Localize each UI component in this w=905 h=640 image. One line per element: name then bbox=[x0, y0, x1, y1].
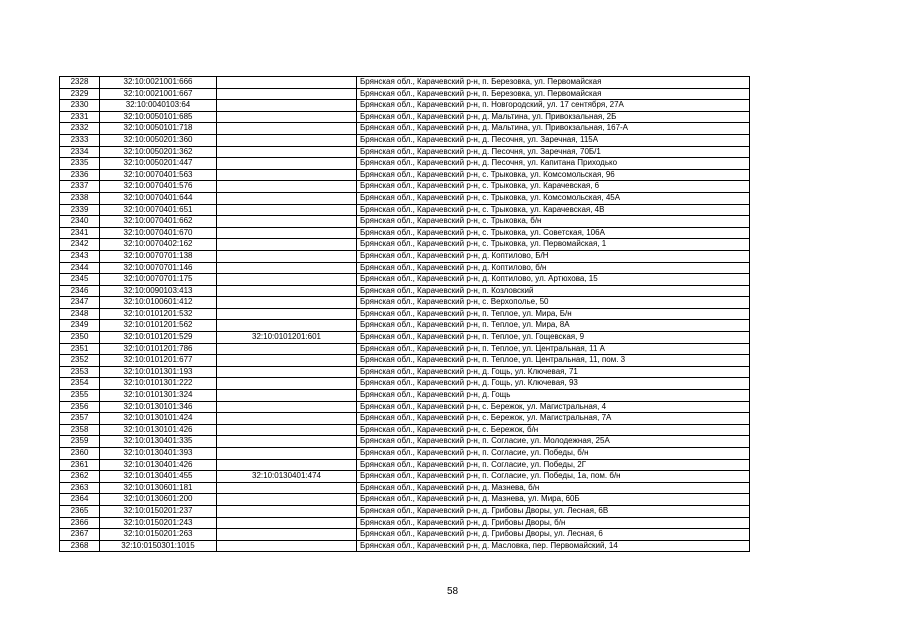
row-number-cell: 2361 bbox=[60, 459, 100, 471]
cadastral-number-cell: 32:10:0050201:360 bbox=[100, 134, 217, 146]
related-cadastral-number-cell bbox=[217, 378, 357, 390]
related-cadastral-number-cell bbox=[217, 204, 357, 216]
related-cadastral-number-cell bbox=[217, 343, 357, 355]
address-cell: Брянская обл., Карачевский р-н, с. Трыковка, ул. Комсомольская, 96 bbox=[357, 169, 750, 181]
related-cadastral-number-cell bbox=[217, 320, 357, 332]
related-cadastral-number-cell bbox=[217, 123, 357, 135]
address-cell: Брянская обл., Карачевский р-н, д. Мазнева, б/н bbox=[357, 482, 750, 494]
address-cell: Брянская обл., Карачевский р-н, с. Трыковка, ул. Карачевская, 4В bbox=[357, 204, 750, 216]
table-row bbox=[60, 366, 750, 378]
related-cadastral-number-cell: 32:10:0130401:474 bbox=[217, 471, 357, 483]
cadastral-number-cell: 32:10:0070701:138 bbox=[100, 250, 217, 262]
address-cell: Брянская обл., Карачевский р-н, д. Мальтина, ул. Привокзальная, 2Б bbox=[357, 111, 750, 123]
table-row bbox=[60, 123, 750, 135]
row-number-cell: 2344 bbox=[60, 262, 100, 274]
cadastral-number-cell: 32:10:0101201:532 bbox=[100, 308, 217, 320]
table-row bbox=[60, 378, 750, 390]
cadastral-number-cell: 32:10:0070401:651 bbox=[100, 204, 217, 216]
related-cadastral-number-cell bbox=[217, 77, 357, 89]
table-row bbox=[60, 239, 750, 251]
row-number-cell: 2340 bbox=[60, 216, 100, 228]
address-cell: Брянская обл., Карачевский р-н, п. Теплое, ул. Мира, 8А bbox=[357, 320, 750, 332]
row-number-cell: 2348 bbox=[60, 308, 100, 320]
cadastral-number-cell: 32:10:0101201:786 bbox=[100, 343, 217, 355]
related-cadastral-number-cell bbox=[217, 436, 357, 448]
table-row bbox=[60, 308, 750, 320]
related-cadastral-number-cell bbox=[217, 390, 357, 402]
row-number-cell: 2331 bbox=[60, 111, 100, 123]
row-number-cell: 2358 bbox=[60, 424, 100, 436]
related-cadastral-number-cell bbox=[217, 88, 357, 100]
cadastral-number-cell: 32:10:0050201:447 bbox=[100, 158, 217, 170]
related-cadastral-number-cell bbox=[217, 239, 357, 251]
address-cell: Брянская обл., Карачевский р-н, д. Коптилово, ул. Артюхова, 15 bbox=[357, 274, 750, 286]
address-cell: Брянская обл., Карачевский р-н, п. Теплое, ул. Центральная, 11 А bbox=[357, 343, 750, 355]
table-row bbox=[60, 285, 750, 297]
address-cell: Брянская обл., Карачевский р-н, с. Трыковка, б/н bbox=[357, 216, 750, 228]
row-number-cell: 2345 bbox=[60, 274, 100, 286]
row-number-cell: 2351 bbox=[60, 343, 100, 355]
cadastral-number-cell: 32:10:0070401:576 bbox=[100, 181, 217, 193]
table-row bbox=[60, 355, 750, 367]
cadastral-number-cell: 32:10:0070401:662 bbox=[100, 216, 217, 228]
address-cell: Брянская обл., Карачевский р-н, п. Теплое, ул. Центральная, 11, пом. 3 bbox=[357, 355, 750, 367]
address-cell: Брянская обл., Карачевский р-н, д. Грибовы Дворы, б/н bbox=[357, 517, 750, 529]
related-cadastral-number-cell bbox=[217, 169, 357, 181]
row-number-cell: 2342 bbox=[60, 239, 100, 251]
table-row bbox=[60, 134, 750, 146]
address-cell: Брянская обл., Карачевский р-н, д. Грибовы Дворы, ул. Лесная, 6 bbox=[357, 529, 750, 541]
table-row bbox=[60, 401, 750, 413]
cadastral-number-cell: 32:10:0130401:426 bbox=[100, 459, 217, 471]
table-row bbox=[60, 158, 750, 170]
table-row bbox=[60, 250, 750, 262]
related-cadastral-number-cell bbox=[217, 111, 357, 123]
register-table bbox=[59, 76, 750, 552]
cadastral-number-cell: 32:10:0070701:146 bbox=[100, 262, 217, 274]
table-row bbox=[60, 471, 750, 483]
related-cadastral-number-cell bbox=[217, 274, 357, 286]
cadastral-number-cell: 32:10:0130101:346 bbox=[100, 401, 217, 413]
row-number-cell: 2353 bbox=[60, 366, 100, 378]
address-cell: Брянская обл., Карачевский р-н, д. Коптилово, б/н bbox=[357, 262, 750, 274]
cadastral-number-cell: 32:10:0040103:64 bbox=[100, 100, 217, 112]
cadastral-number-cell: 32:10:0101201:677 bbox=[100, 355, 217, 367]
table-row bbox=[60, 100, 750, 112]
row-number-cell: 2366 bbox=[60, 517, 100, 529]
table-row bbox=[60, 494, 750, 506]
cadastral-number-cell: 32:10:0130401:455 bbox=[100, 471, 217, 483]
table-row bbox=[60, 436, 750, 448]
address-cell: Брянская обл., Карачевский р-н, с. Трыковка, ул. Комсомольская, 45А bbox=[357, 192, 750, 204]
register-table-body bbox=[60, 77, 750, 552]
row-number-cell: 2355 bbox=[60, 390, 100, 402]
related-cadastral-number-cell bbox=[217, 505, 357, 517]
table-row bbox=[60, 459, 750, 471]
address-cell: Брянская обл., Карачевский р-н, п. Согласие, ул. Победы, 2Г bbox=[357, 459, 750, 471]
table-row bbox=[60, 216, 750, 228]
cadastral-number-cell: 32:10:0090103:413 bbox=[100, 285, 217, 297]
table-row bbox=[60, 482, 750, 494]
cadastral-number-cell: 32:10:0130601:181 bbox=[100, 482, 217, 494]
row-number-cell: 2347 bbox=[60, 297, 100, 309]
row-number-cell: 2364 bbox=[60, 494, 100, 506]
cadastral-number-cell: 32:10:0070701:175 bbox=[100, 274, 217, 286]
row-number-cell: 2338 bbox=[60, 192, 100, 204]
address-cell: Брянская обл., Карачевский р-н, п. Теплое, ул. Гощевская, 9 bbox=[357, 332, 750, 344]
table-row bbox=[60, 77, 750, 89]
cadastral-number-cell: 32:10:0050201:362 bbox=[100, 146, 217, 158]
table-row bbox=[60, 204, 750, 216]
row-number-cell: 2333 bbox=[60, 134, 100, 146]
table-row bbox=[60, 111, 750, 123]
address-cell: Брянская обл., Карачевский р-н, с. Бережок, ул. Магистральная, 7А bbox=[357, 413, 750, 425]
cadastral-number-cell: 32:10:0130101:424 bbox=[100, 413, 217, 425]
address-cell: Брянская обл., Карачевский р-н, п. Согласие, ул. Победы, б/н bbox=[357, 448, 750, 460]
related-cadastral-number-cell bbox=[217, 482, 357, 494]
related-cadastral-number-cell bbox=[217, 413, 357, 425]
related-cadastral-number-cell bbox=[217, 424, 357, 436]
cadastral-number-cell: 32:10:0070401:644 bbox=[100, 192, 217, 204]
table-row bbox=[60, 343, 750, 355]
cadastral-number-cell: 32:10:0050101:685 bbox=[100, 111, 217, 123]
row-number-cell: 2328 bbox=[60, 77, 100, 89]
row-number-cell: 2360 bbox=[60, 448, 100, 460]
table-row bbox=[60, 332, 750, 344]
table-row bbox=[60, 448, 750, 460]
row-number-cell: 2362 bbox=[60, 471, 100, 483]
related-cadastral-number-cell bbox=[217, 448, 357, 460]
row-number-cell: 2332 bbox=[60, 123, 100, 135]
address-cell: Брянская обл., Карачевский р-н, д. Песочня, ул. Капитана Приходько bbox=[357, 158, 750, 170]
table-row bbox=[60, 413, 750, 425]
address-cell: Брянская обл., Карачевский р-н, с. Бережок, ул. Магистральная, 4 bbox=[357, 401, 750, 413]
related-cadastral-number-cell bbox=[217, 355, 357, 367]
row-number-cell: 2363 bbox=[60, 482, 100, 494]
address-cell: Брянская обл., Карачевский р-н, д. Мальтина, ул. Привокзальная, 167-А bbox=[357, 123, 750, 135]
related-cadastral-number-cell bbox=[217, 366, 357, 378]
address-cell: Брянская обл., Карачевский р-н, д. Масловка, пер. Первомайский, 14 bbox=[357, 540, 750, 552]
related-cadastral-number-cell bbox=[217, 134, 357, 146]
related-cadastral-number-cell bbox=[217, 216, 357, 228]
related-cadastral-number-cell bbox=[217, 517, 357, 529]
cadastral-number-cell: 32:10:0150201:243 bbox=[100, 517, 217, 529]
address-cell: Брянская обл., Карачевский р-н, с. Трыковка, ул. Советская, 106А bbox=[357, 227, 750, 239]
related-cadastral-number-cell bbox=[217, 459, 357, 471]
address-cell: Брянская обл., Карачевский р-н, д. Гощь, ул. Ключевая, 71 bbox=[357, 366, 750, 378]
row-number-cell: 2350 bbox=[60, 332, 100, 344]
related-cadastral-number-cell bbox=[217, 308, 357, 320]
row-number-cell: 2335 bbox=[60, 158, 100, 170]
row-number-cell: 2357 bbox=[60, 413, 100, 425]
row-number-cell: 2365 bbox=[60, 505, 100, 517]
address-cell: Брянская обл., Карачевский р-н, п. Березовка, ул. Первомайская bbox=[357, 77, 750, 89]
cadastral-number-cell: 32:10:0150201:237 bbox=[100, 505, 217, 517]
cadastral-number-cell: 32:10:0150201:263 bbox=[100, 529, 217, 541]
cadastral-number-cell: 32:10:0130601:200 bbox=[100, 494, 217, 506]
related-cadastral-number-cell bbox=[217, 158, 357, 170]
related-cadastral-number-cell bbox=[217, 100, 357, 112]
row-number-cell: 2349 bbox=[60, 320, 100, 332]
address-cell: Брянская обл., Карачевский р-н, п. Согласие, ул. Победы, 1а, пом. б/н bbox=[357, 471, 750, 483]
related-cadastral-number-cell bbox=[217, 540, 357, 552]
table-row bbox=[60, 320, 750, 332]
table-row bbox=[60, 297, 750, 309]
row-number-cell: 2352 bbox=[60, 355, 100, 367]
row-number-cell: 2339 bbox=[60, 204, 100, 216]
related-cadastral-number-cell bbox=[217, 529, 357, 541]
row-number-cell: 2359 bbox=[60, 436, 100, 448]
cadastral-number-cell: 32:10:0130401:393 bbox=[100, 448, 217, 460]
table-row bbox=[60, 146, 750, 158]
address-cell: Брянская обл., Карачевский р-н, д. Мазнева, ул. Мира, 60Б bbox=[357, 494, 750, 506]
address-cell: Брянская обл., Карачевский р-н, п. Березовка, ул. Первомайская bbox=[357, 88, 750, 100]
cadastral-number-cell: 32:10:0101201:562 bbox=[100, 320, 217, 332]
cadastral-number-cell: 32:10:0070402:162 bbox=[100, 239, 217, 251]
row-number-cell: 2341 bbox=[60, 227, 100, 239]
address-cell: Брянская обл., Карачевский р-н, д. Гощь, ул. Ключевая, 93 bbox=[357, 378, 750, 390]
address-cell: Брянская обл., Карачевский р-н, д. Песочня, ул. Заречная, 115А bbox=[357, 134, 750, 146]
row-number-cell: 2354 bbox=[60, 378, 100, 390]
row-number-cell: 2346 bbox=[60, 285, 100, 297]
table-row bbox=[60, 424, 750, 436]
cadastral-number-cell: 32:10:0101301:222 bbox=[100, 378, 217, 390]
row-number-cell: 2337 bbox=[60, 181, 100, 193]
table-row bbox=[60, 181, 750, 193]
related-cadastral-number-cell bbox=[217, 181, 357, 193]
cadastral-number-cell: 32:10:0021001:667 bbox=[100, 88, 217, 100]
address-cell: Брянская обл., Карачевский р-н, с. Трыковка, ул. Первомайская, 1 bbox=[357, 239, 750, 251]
table-row bbox=[60, 505, 750, 517]
cadastral-number-cell: 32:10:0150301:1015 bbox=[100, 540, 217, 552]
related-cadastral-number-cell bbox=[217, 262, 357, 274]
cadastral-number-cell: 32:10:0100601:412 bbox=[100, 297, 217, 309]
related-cadastral-number-cell bbox=[217, 297, 357, 309]
related-cadastral-number-cell bbox=[217, 285, 357, 297]
address-cell: Брянская обл., Карачевский р-н, п. Козловский bbox=[357, 285, 750, 297]
address-cell: Брянская обл., Карачевский р-н, с. Верхополье, 50 bbox=[357, 297, 750, 309]
cadastral-number-cell: 32:10:0070401:563 bbox=[100, 169, 217, 181]
row-number-cell: 2336 bbox=[60, 169, 100, 181]
related-cadastral-number-cell bbox=[217, 494, 357, 506]
cadastral-number-cell: 32:10:0070401:670 bbox=[100, 227, 217, 239]
table-row bbox=[60, 390, 750, 402]
address-cell: Брянская обл., Карачевский р-н, д. Коптилово, Б/Н bbox=[357, 250, 750, 262]
table-row bbox=[60, 227, 750, 239]
address-cell: Брянская обл., Карачевский р-н, п. Новгородский, ул. 17 сентября, 27А bbox=[357, 100, 750, 112]
row-number-cell: 2343 bbox=[60, 250, 100, 262]
table-row bbox=[60, 262, 750, 274]
related-cadastral-number-cell bbox=[217, 250, 357, 262]
address-cell: Брянская обл., Карачевский р-н, с. Трыковка, ул. Карачевская, 6 bbox=[357, 181, 750, 193]
related-cadastral-number-cell bbox=[217, 401, 357, 413]
table-row bbox=[60, 540, 750, 552]
address-cell: Брянская обл., Карачевский р-н, п. Согласие, ул. Молодежная, 25А bbox=[357, 436, 750, 448]
cadastral-number-cell: 32:10:0101301:324 bbox=[100, 390, 217, 402]
row-number-cell: 2367 bbox=[60, 529, 100, 541]
address-cell: Брянская обл., Карачевский р-н, п. Теплое, ул. Мира, Б/н bbox=[357, 308, 750, 320]
row-number-cell: 2330 bbox=[60, 100, 100, 112]
row-number-cell: 2368 bbox=[60, 540, 100, 552]
related-cadastral-number-cell bbox=[217, 146, 357, 158]
table-row bbox=[60, 529, 750, 541]
address-cell: Брянская обл., Карачевский р-н, д. Гощь bbox=[357, 390, 750, 402]
row-number-cell: 2356 bbox=[60, 401, 100, 413]
cadastral-number-cell: 32:10:0101201:529 bbox=[100, 332, 217, 344]
cadastral-number-cell: 32:10:0101301:193 bbox=[100, 366, 217, 378]
related-cadastral-number-cell bbox=[217, 227, 357, 239]
address-cell: Брянская обл., Карачевский р-н, д. Песочня, ул. Заречная, 70Б/1 bbox=[357, 146, 750, 158]
table-row bbox=[60, 169, 750, 181]
cadastral-number-cell: 32:10:0130401:335 bbox=[100, 436, 217, 448]
related-cadastral-number-cell: 32:10:0101201:601 bbox=[217, 332, 357, 344]
row-number-cell: 2329 bbox=[60, 88, 100, 100]
table-row bbox=[60, 274, 750, 286]
table-row bbox=[60, 88, 750, 100]
address-cell: Брянская обл., Карачевский р-н, д. Грибовы Дворы, ул. Лесная, 6В bbox=[357, 505, 750, 517]
cadastral-number-cell: 32:10:0050101:718 bbox=[100, 123, 217, 135]
table-row bbox=[60, 192, 750, 204]
row-number-cell: 2334 bbox=[60, 146, 100, 158]
related-cadastral-number-cell bbox=[217, 192, 357, 204]
table-row bbox=[60, 517, 750, 529]
address-cell: Брянская обл., Карачевский р-н, с. Бережок, б/н bbox=[357, 424, 750, 436]
page-number: 58 bbox=[446, 586, 459, 597]
cadastral-number-cell: 32:10:0021001:666 bbox=[100, 77, 217, 89]
cadastral-number-cell: 32:10:0130101:426 bbox=[100, 424, 217, 436]
